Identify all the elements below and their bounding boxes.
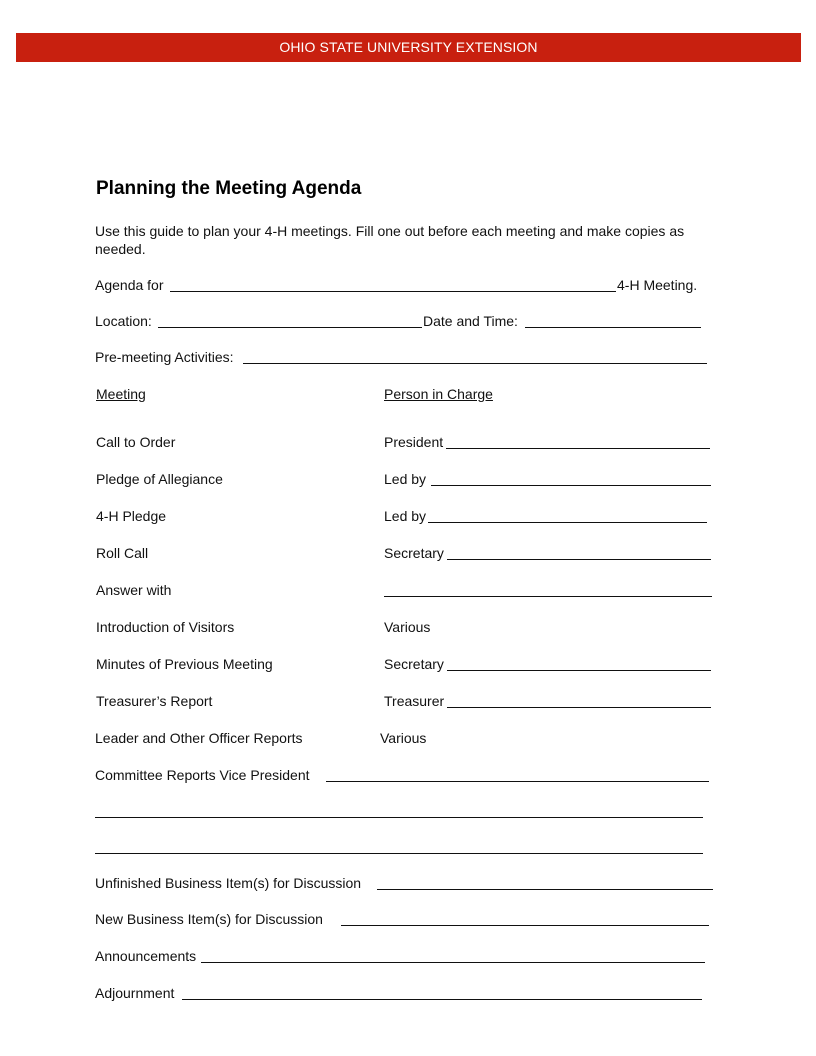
- intro-paragraph: Use this guide to plan your 4-H meetings. Fill one out before each meeting and make copies as needed.: [95, 223, 685, 257]
- page-title: Planning the Meeting Agenda: [96, 178, 362, 199]
- person-pledge-of-allegiance: Led by: [384, 471, 427, 487]
- person-call-to-order: President: [384, 434, 444, 450]
- blank-pledge-of-allegiance[interactable]: [431, 485, 711, 486]
- blank-treasurers-report[interactable]: [447, 707, 711, 708]
- blank-call-to-order[interactable]: [446, 448, 710, 449]
- agenda-item-treasurers-report: Treasurer’s Report: [96, 693, 213, 709]
- committee-reports-label: Committee Reports Vice President: [95, 767, 310, 783]
- agenda-for-blank[interactable]: [170, 291, 616, 292]
- blank-minutes[interactable]: [447, 670, 711, 671]
- person-introduction-of-visitors: Various: [384, 619, 431, 635]
- col-header-meeting: Meeting: [96, 386, 146, 402]
- person-roll-call: Secretary: [384, 545, 444, 561]
- agenda-for-suffix: 4-H Meeting.: [617, 277, 698, 293]
- agenda-item-roll-call: Roll Call: [96, 545, 149, 561]
- agenda-item-introduction-of-visitors: Introduction of Visitors: [96, 619, 235, 635]
- adjournment-blank[interactable]: [182, 999, 702, 1000]
- committee-reports-extra-line-2[interactable]: [95, 853, 703, 854]
- person-4h-pledge: Led by: [384, 508, 427, 524]
- agenda-item-pledge-of-allegiance: Pledge of Allegiance: [96, 471, 223, 487]
- date-time-label: Date and Time:: [423, 313, 518, 329]
- col-header-person: Person in Charge: [384, 386, 493, 402]
- agenda-item-call-to-order: Call to Order: [96, 434, 176, 450]
- blank-4h-pledge[interactable]: [428, 522, 707, 523]
- date-time-blank[interactable]: [525, 327, 701, 328]
- announcements-blank[interactable]: [201, 962, 705, 963]
- agenda-item-officer-reports: Leader and Other Officer Reports: [95, 730, 303, 746]
- agenda-item-answer-with: Answer with: [96, 582, 172, 598]
- blank-answer-with[interactable]: [384, 596, 712, 597]
- person-treasurers-report: Treasurer: [384, 693, 445, 709]
- person-officer-reports: Various: [380, 730, 427, 746]
- committee-reports-extra-line-1[interactable]: [95, 817, 703, 818]
- agenda-for-label: Agenda for: [95, 277, 164, 293]
- agenda-item-4h-pledge: 4-H Pledge: [96, 508, 167, 524]
- person-minutes: Secretary: [384, 656, 444, 672]
- location-label: Location:: [95, 313, 152, 329]
- committee-reports-blank[interactable]: [326, 781, 709, 782]
- location-blank[interactable]: [158, 327, 422, 328]
- pre-meeting-blank[interactable]: [243, 363, 707, 364]
- blank-roll-call[interactable]: [447, 559, 711, 560]
- new-business-blank[interactable]: [341, 925, 709, 926]
- new-business-label: New Business Item(s) for Discussion: [95, 911, 323, 927]
- extension-banner: OHIO STATE UNIVERSITY EXTENSION: [16, 33, 801, 62]
- unfinished-business-blank[interactable]: [377, 889, 713, 890]
- adjournment-label: Adjournment: [95, 985, 175, 1001]
- unfinished-business-label: Unfinished Business Item(s) for Discussion: [95, 875, 362, 891]
- announcements-label: Announcements: [95, 948, 197, 964]
- pre-meeting-label: Pre-meeting Activities:: [95, 349, 234, 365]
- agenda-item-minutes: Minutes of Previous Meeting: [96, 656, 273, 672]
